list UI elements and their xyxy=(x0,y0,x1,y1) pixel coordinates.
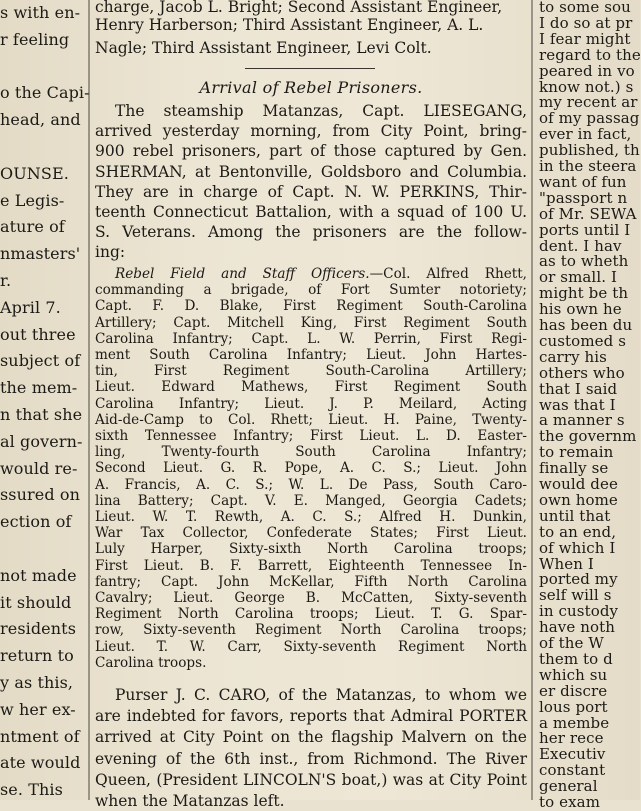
left-column-line: ection of xyxy=(0,512,72,532)
left-column-line: nmasters' xyxy=(0,244,81,264)
article-line: Lieut. W. T. Rewth, A. C. S.; Alfred H. Dunkin, xyxy=(95,509,527,525)
article-line: Purser J. C. CARO, of the Matanzas, to whom we xyxy=(115,686,527,704)
article-line: Carolina Infantry; Lieut. J. P. Meilard, Acting xyxy=(95,395,527,412)
article-line: SHERMAN, at Bentonville, Goldsboro and Columbia. xyxy=(95,162,527,181)
right-column-line: lous port xyxy=(539,697,608,716)
article-line: Aid-de-Camp to Col. Rhett; Lieut. H. Paine, Twenty- xyxy=(95,411,527,428)
right-column-line: peared in vo xyxy=(539,61,635,80)
right-column-line: her rece xyxy=(539,729,604,748)
right-column-line: "passport n xyxy=(539,188,628,207)
right-column-line: to exam xyxy=(539,793,601,811)
left-column-line: r. xyxy=(0,271,12,290)
left-column-line: out three xyxy=(0,324,76,344)
top-line-2: Henry Harberson; Third Assistant Engineer, A. L. xyxy=(95,16,484,34)
right-column-line: of which I xyxy=(539,538,616,557)
left-column-line: e Legis- xyxy=(0,190,65,210)
right-column-line: I do so at pr xyxy=(539,13,633,32)
right-column-line: constant xyxy=(539,761,606,780)
left-column-line: s with en- xyxy=(0,3,81,22)
right-column-line: published, th xyxy=(539,141,640,160)
right-column-line: er discre xyxy=(539,681,608,700)
left-column-line: ssured on xyxy=(0,485,81,505)
middle-column xyxy=(95,0,527,810)
right-column-line: own home xyxy=(539,490,618,509)
right-column-line: that I said xyxy=(539,379,618,398)
article-line: Second Lieut. G. R. Pope, A. C. S.; Lieut. John xyxy=(95,460,527,477)
left-column-line: return to xyxy=(0,646,74,666)
article-line: Artillery; Capt. Mitchell King, First Regiment South xyxy=(95,314,527,331)
article-line: fantry; Capt. John McKellar, Fifth North Carolina xyxy=(95,573,527,590)
right-column-line: a membe xyxy=(539,713,610,732)
left-column-line: would re- xyxy=(0,458,78,478)
right-column-line: dent. I hav xyxy=(539,236,622,255)
left-column-line: o the Capi- xyxy=(0,83,90,103)
right-column-line: to some sou xyxy=(539,0,631,16)
right-column-line: ports until I xyxy=(539,220,631,239)
right-column-line: has been du xyxy=(539,316,633,334)
article-line: First Lieut. B. F. Barrett, Eighteenth Tennessee In- xyxy=(95,557,527,574)
article-line: ment South Carolina Infantry; Lieut. John Hartes- xyxy=(95,347,527,363)
right-column-line: them to d xyxy=(539,649,613,668)
right-column-line: When I xyxy=(539,554,594,573)
article-line: arrived at City Point on the flagship Malvern on the xyxy=(95,728,527,747)
right-column-line: others who xyxy=(539,363,625,382)
article-line: evening of the 6th inst., from Richmond. The River xyxy=(95,749,527,768)
article-line: S. Veterans. Among the prisoners are the follow- xyxy=(95,223,527,242)
left-column-line: w her ex- xyxy=(0,699,76,719)
right-column-line: would dee xyxy=(539,475,618,493)
right-column-line: regard to the xyxy=(539,45,641,64)
article-line: War Tax Collector, Confederate States; First Lieut. xyxy=(95,525,527,542)
right-column-line: self will s xyxy=(539,586,612,605)
left-column-line: April 7. xyxy=(0,297,61,317)
article-line: The steamship Matanzas, Capt. LIESEGANG, xyxy=(115,102,527,120)
left-column-line: subject of xyxy=(0,351,81,371)
right-column-line: was that I xyxy=(539,395,616,414)
article-line: sixth Tennessee Infantry; First Lieut. L. D. Easter- xyxy=(95,428,527,444)
left-column-line: residents xyxy=(0,619,77,639)
article-line xyxy=(115,266,527,282)
right-column-line: to remain xyxy=(539,443,614,462)
right-column-line: Executiv xyxy=(539,745,606,764)
left-column-line: se. This xyxy=(0,780,63,800)
top-line-1: charge, Jacob L. Bright; Second Assistant Engineer, xyxy=(95,0,503,16)
article-line: Luly Harper, Sixty-sixth North Carolina troops; xyxy=(95,541,527,558)
right-column-line: of Mr. SEWA xyxy=(539,204,637,223)
column-rule-left xyxy=(88,0,90,800)
left-column-line: n that she xyxy=(0,405,83,424)
article-line: Queen, (President LINCOLN'S boat,) was at City Point xyxy=(95,770,527,789)
right-column-line: the governm xyxy=(539,427,637,446)
right-column-line: customed s xyxy=(539,331,626,350)
right-column-line: until that xyxy=(539,506,611,525)
right-column-line: I fear might xyxy=(539,29,631,48)
column-rule-right xyxy=(531,0,533,800)
right-column-line: or small. I xyxy=(539,268,617,287)
right-column-line: a manner s xyxy=(539,411,625,430)
right-column-line: of the W xyxy=(539,634,604,652)
article-line: Regiment North Carolina troops; Lieut. T. G. Spar- xyxy=(95,606,527,623)
article-line: Lieut. T. W. Carr, Sixty-seventh Regiment North xyxy=(95,638,527,655)
article-line: Lieut. Edward Mathews, First Regiment South xyxy=(95,379,527,396)
article-line-text: —Col. Alfred Rhett, xyxy=(369,266,527,282)
right-column-line: have noth xyxy=(539,618,616,637)
left-column-line: y as this, xyxy=(0,673,74,692)
right-column-line: ported my xyxy=(539,570,618,589)
right-column-line: carry his xyxy=(539,347,607,366)
right-column xyxy=(539,0,641,811)
heading-rule xyxy=(245,68,375,69)
article-line: Cavalry; Lieut. George B. McCatten, Sixty-seventh xyxy=(95,590,527,606)
left-column-line: not made xyxy=(0,565,77,585)
left-column-line: OUNSE. xyxy=(0,163,69,183)
article-line: arrived yesterday morning, from City Point, bring- xyxy=(95,122,527,141)
right-column-line: in custody xyxy=(539,602,619,621)
top-line-3: Nagle; Third Assistant Engineer, Levi Colt. xyxy=(95,39,432,57)
right-column-line: which su xyxy=(539,665,608,684)
article-line: ling, Twenty-fourth South Carolina Infantry; xyxy=(95,444,527,461)
left-column-line: ntment of xyxy=(0,726,80,746)
left-column-line: ature of xyxy=(0,217,65,237)
right-column-line: want of fun xyxy=(539,172,627,191)
right-column-line: of my passag xyxy=(539,109,640,128)
article-line: teenth Connecticut Battalion, with a squad of 100 U. xyxy=(95,203,527,221)
right-column-line: as to wheth xyxy=(539,252,629,271)
right-column-line: know not.) s xyxy=(539,77,634,96)
left-column-line: al govern- xyxy=(0,431,83,451)
left-column-line: r feeling xyxy=(0,29,70,49)
article-line: Capt. F. D. Blake, First Regiment South-Carolina xyxy=(95,298,527,315)
article-line: when the Matanzas left. xyxy=(95,792,285,810)
article-line: are indebted for favors, reports that Admiral PORTER xyxy=(95,707,527,726)
right-column-line: his own he xyxy=(539,300,622,319)
right-column-line: to an end, xyxy=(539,522,617,541)
article-line: A. Francis, A. C. S.; W. L. De Pass, South Caro- xyxy=(95,476,527,493)
article-heading: Arrival of Rebel Prisoners. xyxy=(199,78,423,97)
left-column-line: ate would xyxy=(0,753,81,773)
left-column-line: the mem- xyxy=(0,378,78,398)
right-column-line: ever in fact, xyxy=(539,125,632,144)
right-column-line: in the steera xyxy=(539,157,637,175)
article-line: 900 rebel prisoners, part of those captured by Gen. xyxy=(95,142,527,161)
left-column-line: it should xyxy=(0,592,72,612)
left-column-line: head, and xyxy=(0,110,81,130)
article-line: Carolina troops. xyxy=(95,654,207,671)
article-line: lina Battery; Capt. V. E. Manged, Georgia Cadets; xyxy=(95,492,527,509)
right-column-line: finally se xyxy=(539,459,609,478)
left-column xyxy=(0,0,90,800)
section-lead: Rebel Field and Staff Officers. xyxy=(115,266,370,282)
article-line: tin, First Regiment South-Carolina Artillery; xyxy=(95,363,527,380)
article-line: They are in charge of Capt. N. W. PERKINS, Thir- xyxy=(95,182,527,201)
article-line: commanding a brigade, of Fort Sumter notoriety; xyxy=(95,282,527,299)
article-line: Carolina Infantry; Capt. L. W. Perrin, First Regi- xyxy=(95,330,527,347)
right-column-line: my recent ar xyxy=(539,93,638,112)
right-column-line: might be th xyxy=(539,284,629,303)
article-line: row, Sixty-seventh Regiment North Carolina troops; xyxy=(95,622,527,639)
article-line: ing: xyxy=(95,243,126,262)
right-column-line: general xyxy=(539,777,598,796)
